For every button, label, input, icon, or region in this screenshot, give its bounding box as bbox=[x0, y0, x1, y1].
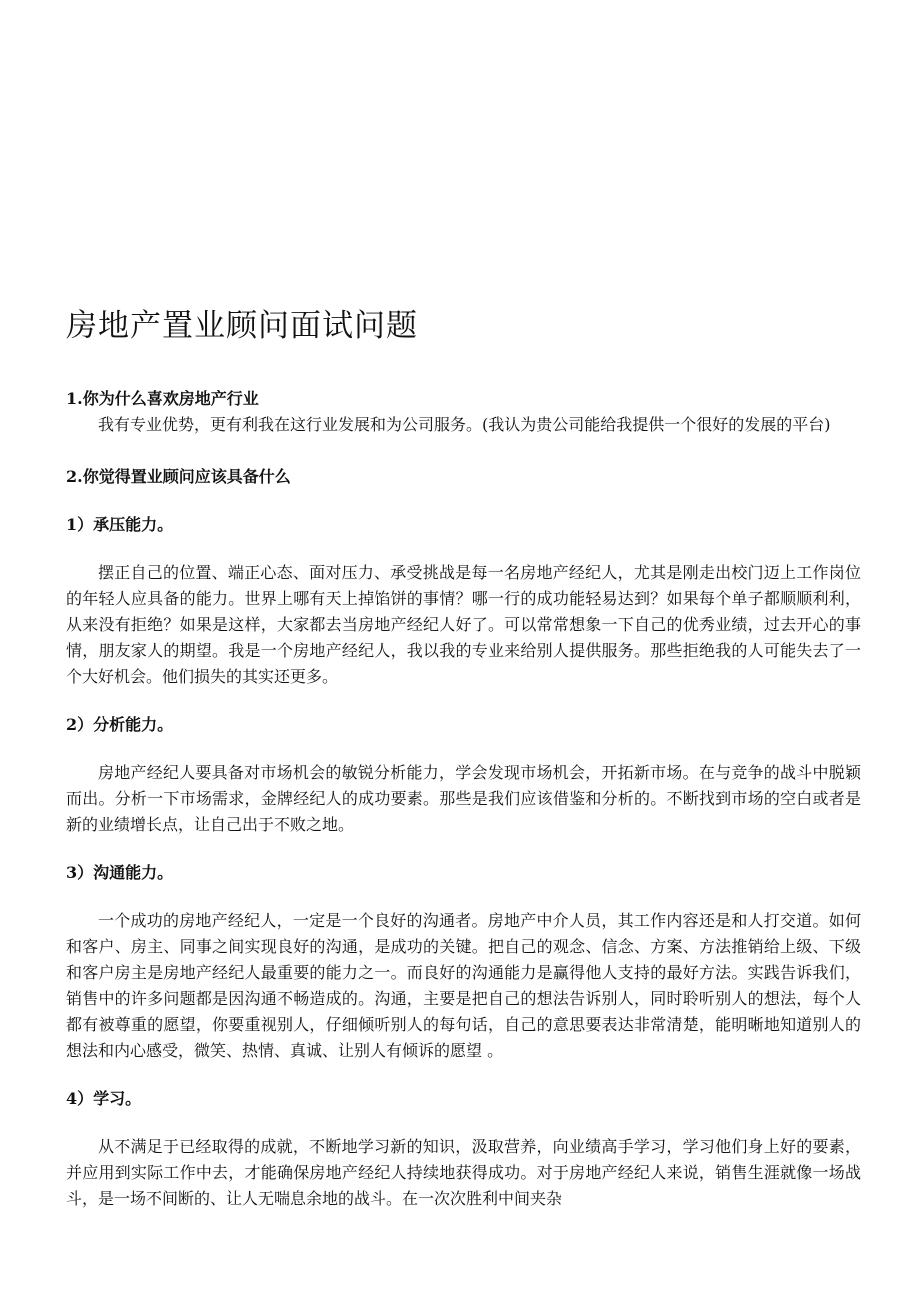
spacer bbox=[66, 690, 861, 712]
spacer bbox=[66, 538, 861, 560]
spacer bbox=[66, 438, 861, 464]
question-1-answer: 我有专业优势，更有利我在这行业发展和为公司服务。(我认为贵公司能给我提供一个很好的发展的平台) bbox=[98, 415, 831, 434]
section-4-heading: 4）学习。 bbox=[66, 1089, 142, 1108]
spacer bbox=[66, 1064, 861, 1086]
question-1-heading: 1.你为什么喜欢房地产行业 bbox=[66, 389, 259, 408]
spacer bbox=[66, 738, 861, 760]
section-2-heading: 2）分析能力。 bbox=[66, 715, 174, 734]
spacer bbox=[66, 490, 861, 512]
spacer bbox=[66, 838, 861, 860]
question-2-heading: 2.你觉得置业顾问应该具备什么 bbox=[66, 467, 291, 486]
spacer bbox=[66, 886, 861, 908]
section-2-body: 房地产经纪人要具备对市场机会的敏锐分析能力，学会发现市场机会，开拓新市场。在与竞争的战斗中脱颖而出。分析一下市场需求，金牌经纪人的成功要素。那些是我们应该借鉴和分析的。不断找到市场的空白或者是新的业绩增长点，让自己出于不败之地。 bbox=[66, 763, 861, 834]
section-1-body: 摆正自己的位置、端正心态、面对压力、承受挑战是每一名房地产经纪人，尤其是刚走出校门迈上工作岗位的年轻人应具备的能力。世界上哪有天上掉馅饼的事情？哪一行的成功能轻易达到？如果每个单子都顺顺利利，从来没有拒绝？如果是这样，大家都去当房地产经纪人好了。可以常常想象一下自己的优秀业绩，过去开心的事情，朋友家人的期望。我是一个房地产经纪人，我以我的专业来给别人提供服务。那些拒绝我的人可能失去了一个大好机会。他们损失的其实还更多。 bbox=[66, 563, 861, 686]
section-3-body: 一个成功的房地产经纪人，一定是一个良好的沟通者。房地产中介人员，其工作内容还是和人打交道。如何和客户、房主、同事之间实现良好的沟通，是成功的关键。把自己的观念、信念、方案、方法推销给上级、下级和客户房主是房地产经纪人最重要的能力之一。而良好的沟通能力是赢得他人支持的最好方法。实践告诉我们，销售中的许多问题都是因沟通不畅造成的。沟通，主要是把自己的想法告诉别人，同时聆听别人的想法，每个人都有被尊重的愿望，你要重视别人，仔细倾听别人的每句话，自己的意思要表达非常清楚，能明晰地知道别人的想法和内心感受，微笑、热情、真诚、让别人有倾诉的愿望 。 bbox=[66, 911, 861, 1060]
document-page bbox=[66, 306, 861, 1212]
section-1-heading: 1）承压能力。 bbox=[66, 515, 174, 534]
document-title: 房地产置业顾问面试问题 bbox=[66, 308, 418, 344]
section-3-heading: 3）沟通能力。 bbox=[66, 863, 174, 882]
spacer bbox=[66, 1112, 861, 1134]
section-4-body: 从不满足于已经取得的成就，不断地学习新的知识，汲取营养，向业绩高手学习，学习他们身上好的要素，并应用到实际工作中去，才能确保房地产经纪人持续地获得成功。对于房地产经纪人来说，销售生涯就像一场战斗，是一场不间断的、让人无喘息余地的战斗。在一次次胜利中间夹杂 bbox=[66, 1137, 861, 1208]
